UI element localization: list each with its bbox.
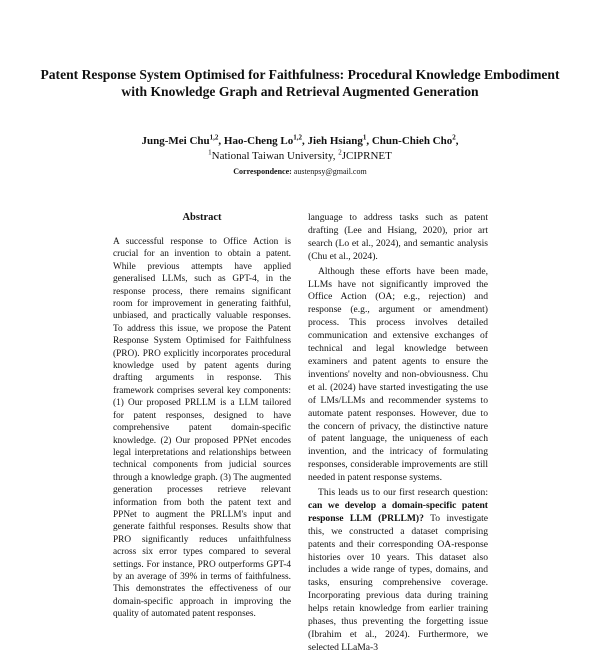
author-affiliation-marker: 1,2 xyxy=(293,133,303,142)
research-question-1: can we develop a domain-specific patent response LLM (PRLLM)? xyxy=(308,499,488,524)
author-name: Jung-Mei Chu xyxy=(141,135,210,147)
author-affiliation-marker: 2 xyxy=(452,133,456,142)
abstract-heading: Abstract xyxy=(182,212,222,223)
paper-title: Patent Response System Optimised for Faithfulness: Procedural Knowledge Embodiment with Knowledge Graph and Retrieval Augmented Generation xyxy=(40,67,560,99)
author-list: Jung-Mei Chu$^{1,2}$, Hao-Cheng Lo$^{1,2}$, Jieh Hsiang$^1$, Chun-Chieh Cho$^2$, xyxy=(141,133,459,147)
intro-text: To investigate this, we constructed a dataset comprising patents and their corresponding OA-response histories over 10 years. This dataset also includes a wide range of types, domains, and tasks, ensuring comprehensive coverage. Incorporating previous data during training helps retain knowledge from earlier training phases, thus preventing the forgetting issue (Ibrahim et al., 2024). Furthermore, we selected LLaMa-3 xyxy=(308,512,488,653)
intro-paragraph-research-question xyxy=(308,487,488,655)
author-name: Jieh Hsiang xyxy=(307,135,363,147)
correspondence xyxy=(40,166,560,177)
author-name: Chun-Chieh Cho xyxy=(371,135,453,147)
intro-paragraph: language to address tasks such as patent drafting (Lee and Hsiang, 2020), prior art search (Lo et al., 2024), and semantic analysis (Chu et al., 2024). xyxy=(308,212,488,262)
affiliation-institution: JCIPRNET xyxy=(341,150,392,162)
correspondence-email[interactable]: austenpsy@gmail.com xyxy=(293,167,367,176)
affiliation-marker: 2 xyxy=(338,148,342,157)
affiliations xyxy=(40,149,560,163)
author-name: Hao-Cheng Lo xyxy=(223,135,294,147)
author-affiliation-marker: 1,2 xyxy=(209,133,219,142)
correspondence-label: Correspondence: xyxy=(233,167,292,176)
intro-text: This leads us to our first research question: xyxy=(318,487,488,499)
intro-paragraph: Although these efforts have been made, LLMs have not significantly improved the Office Action (OA; e.g., rejection) and response (e.g., argument or amendment) process. This process involves detailed communication and extensive exchanges of technical and legal knowledge between examiners and patent agents to ensure the inventions' novelty and non-obviousness. Chu et al. (2024) have started investigating the use of LMs/LLMs and recommender systems to automate patent responses. However, due to the concern of privacy, the distinctive nature of patent language, the uniqueness of each invention, and the intricacy of formulating responses, considerable improvements are still needed in patent response systems. xyxy=(308,265,488,484)
author-affiliation-marker: 1 xyxy=(362,133,367,142)
affiliation-marker: 1 xyxy=(208,148,212,157)
abstract-body: A successful response to Office Action is crucial for an invention to obtain a patent. While previous attempts have applied generalised LLMs, such as GPT-4, in the response process, there remains significant room for improvement in generating faithful, unbiased, and practically valuable responses. To address this issue, we propose the Patent Response System Optimised for Faithfulness (PRO). PRO explicitly incorporates procedural knowledge used by patent agents during drafting arguments in response. This framework comprises several key components: (1) Our proposed PRLLM is a LLM tailored for patent responses, designed to have comprehensive patent domain-specific knowledge. (2) Our proposed PPNet encodes legal interpretations and relationships between technical components from judicial sources through a knowledge graph. (3) The augmented generation processes retrieve relevant information from both the patent text and PPNet to augment the PRLLM's input and generate faithful responses. Results show that PRO significantly reduces unfaithfulness across six error types compared to several settings. For instance, PRO outperforms GPT-4 by an average of 39% in terms of faithfulness. This demonstrates the effectiveness of our domain-specific approach in improving the quality of automated patent responses. xyxy=(113,237,291,620)
introduction-column xyxy=(308,212,488,655)
affiliation-institution: National Taiwan University, xyxy=(211,150,339,162)
